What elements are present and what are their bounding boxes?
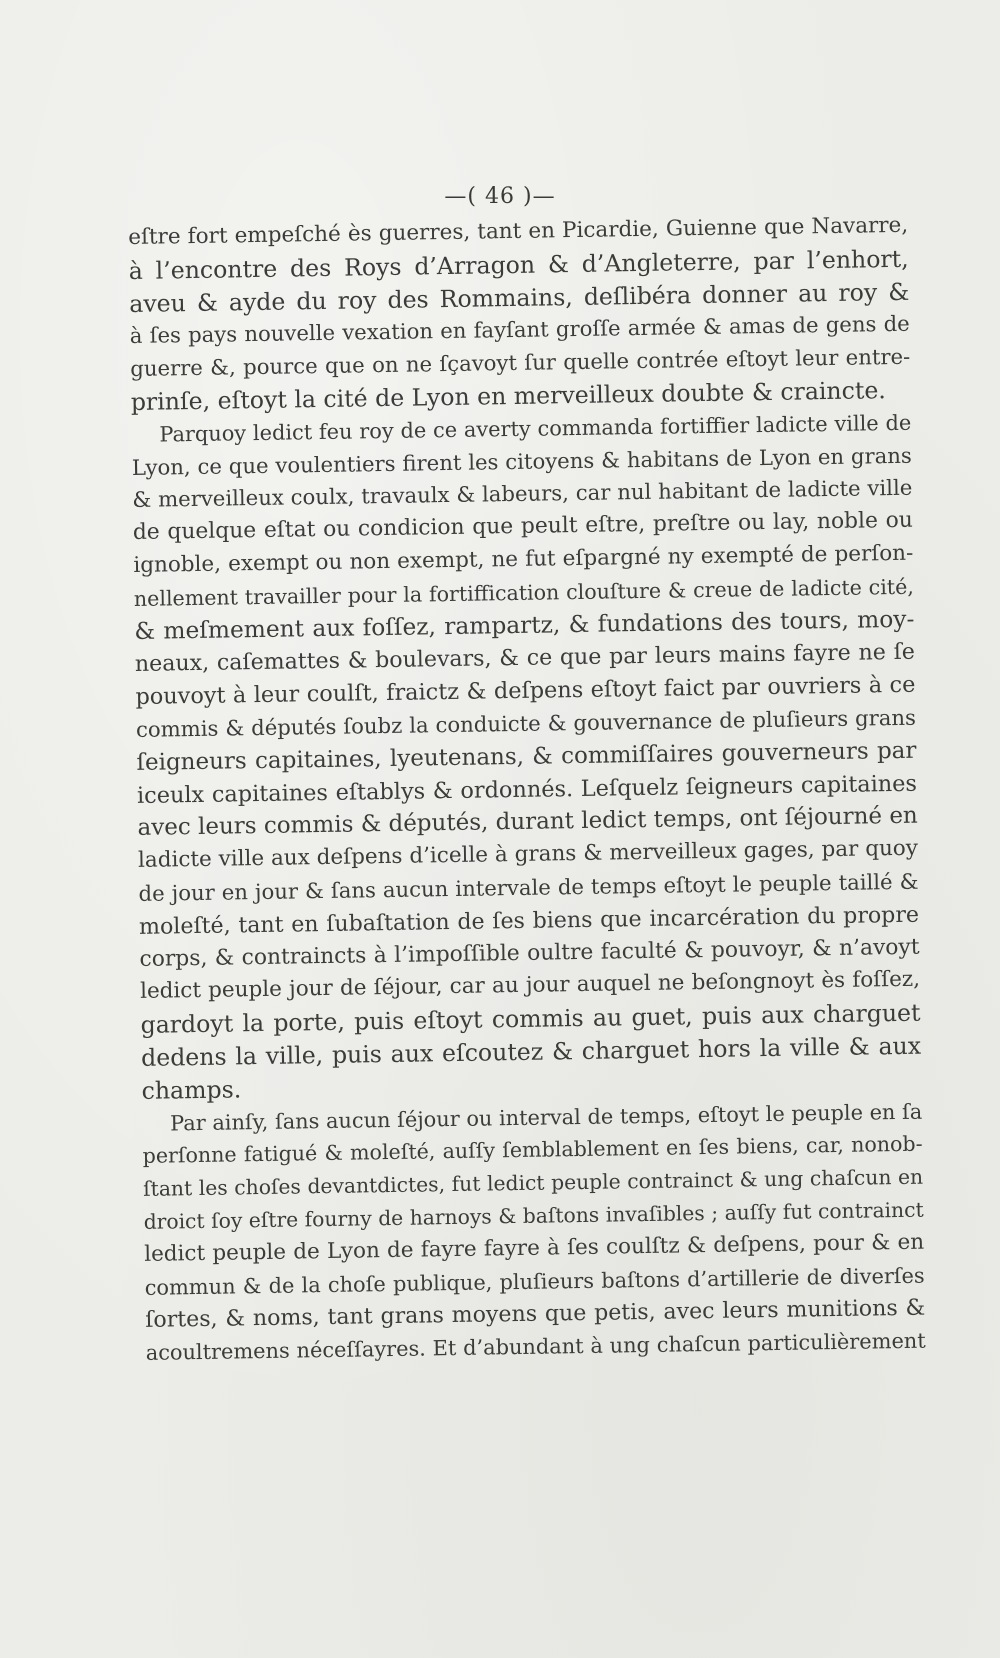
text-line: Lyon, ce que voulentiers firent les citoyens & habitans de Lyon en grans bbox=[131, 442, 912, 480]
text-line: guerre &, pource que on ne ſçavoyt ſur quelle contrée eſtoyt leur entre- bbox=[130, 343, 911, 382]
text-line: Par ainſy, ſans aucun ſéjour ou interval de temps, eſtoyt le peuple en ſa bbox=[169, 1099, 923, 1135]
page-number: —( 46 )— bbox=[444, 184, 556, 209]
text-line: droict ſoy eſtre fourny de harnoys & baſtons invaſibles ; auſſy fut contrainct bbox=[143, 1197, 924, 1234]
text-line: ledict peuple jour de ſéjour, car au jour auquel ne beſongnoyt ès foſſez, bbox=[139, 966, 921, 1005]
text-line: aveu & ayde du roy des Rommains, deſlibéra donner au roy & bbox=[129, 277, 910, 318]
paragraph bbox=[142, 1095, 926, 1370]
text-line: ledict peuple de Lyon de fayre fayre à ſes coulſtz & deſpens, pour & en bbox=[144, 1229, 925, 1267]
text-line: & merveilleux coulx, travaulx & labeurs, car nul habitant de ladicte ville bbox=[132, 475, 913, 513]
text-line: à l’encontre des Roys d’Arragon & d’Angleterre, par l’enhort, bbox=[128, 244, 909, 285]
paragraph bbox=[128, 210, 911, 419]
text-line: perſonne fatigué & moleſté, auſſy ſemblablement en ſes biens, car, nonob- bbox=[142, 1131, 923, 1169]
text-line: à ſes pays nouvelle vexation en fayſant groſſe armée & amas de gens de bbox=[129, 311, 910, 349]
text-line: ladicte ville aux deſpens d’icelle à grans & merveilleux gages, par quoy bbox=[137, 835, 919, 874]
text-line: pouvoyt à leur coulſt, fraictz & deſpens eſtoyt faict par ouvriers à ce bbox=[135, 671, 916, 711]
text-line: neaux, caſemattes & boulevars, & ce que par leurs mains fayre ne ſe bbox=[134, 639, 916, 678]
text-line: de quelque eſtat ou condicion que peult eſtre, preſtre ou lay, noble ou bbox=[132, 507, 913, 546]
text-line: prinſe, eſtoyt la cité de Lyon en merveilleux doubte & craincte. bbox=[130, 376, 887, 416]
text-line: ſtant les choſes devantdictes, fut ledict peuple contrainct & ung chaſcun en bbox=[143, 1164, 924, 1201]
text-line: ſortes, & noms, tant grans moyens que petis, avec leurs munitions & bbox=[145, 1294, 926, 1334]
text-line: avec leurs commis & députés, durant ledict temps, ont ſéjourné en bbox=[137, 803, 918, 842]
text-line: de jour en jour & ſans aucun intervale de temps eſtoyt le peuple taillé & bbox=[138, 868, 919, 906]
text-line: iceulx capitaines eſtablys & ordonnés. Leſquelz ſeigneurs capitaines bbox=[136, 770, 918, 809]
text-line: moleſté, tant en ſubaſtation de ſes biens que incarcération du propre bbox=[138, 901, 920, 940]
text-line: commis & députés ſoubz la conduicte & gouvernance de pluſieurs grans bbox=[135, 704, 917, 742]
body-text bbox=[128, 210, 926, 1370]
text-line: Parquoy ledict feu roy de ce averty commanda fortiffier ladicte ville de bbox=[159, 410, 912, 447]
text-line: commun & de la choſe publique, pluſieurs baſtons d’artillerie de diverſes bbox=[144, 1263, 925, 1300]
text-line: gardoyt la porte, puis eſtoyt commis au guet, puis aux charguet bbox=[140, 998, 921, 1040]
text-line: acoultremens néceſſayres. Et d’abundant à ung chaſcun particulièrement bbox=[145, 1328, 926, 1365]
paragraph bbox=[131, 407, 922, 1108]
text-line: ſeigneurs capitaines, lyeutenans, & commiſſaires gouverneurs par bbox=[136, 737, 917, 776]
text-line: eſtre fort empeſché ès guerres, tant en Picardie, Guienne que Navarre, bbox=[128, 212, 909, 250]
text-line: & meſmement aux foſſez, rampartz, & fundations des tours, moy- bbox=[134, 605, 915, 645]
text-line: nellement travailler pour la fortiffication clouſture & creue de ladicte cité, bbox=[133, 574, 915, 611]
text-line: champs. bbox=[141, 1075, 242, 1105]
text-line: dedens la ville, puis aux eſcoutez & charguet hors la ville & aux bbox=[140, 1031, 922, 1072]
text-line: corps, & contraincts à l’impoſſible oultre faculté & pouvoyr, & n’avoyt bbox=[139, 934, 920, 972]
text-line: ignoble, exempt ou non exempt, ne fut eſpargné ny exempté de perſon- bbox=[133, 540, 914, 578]
